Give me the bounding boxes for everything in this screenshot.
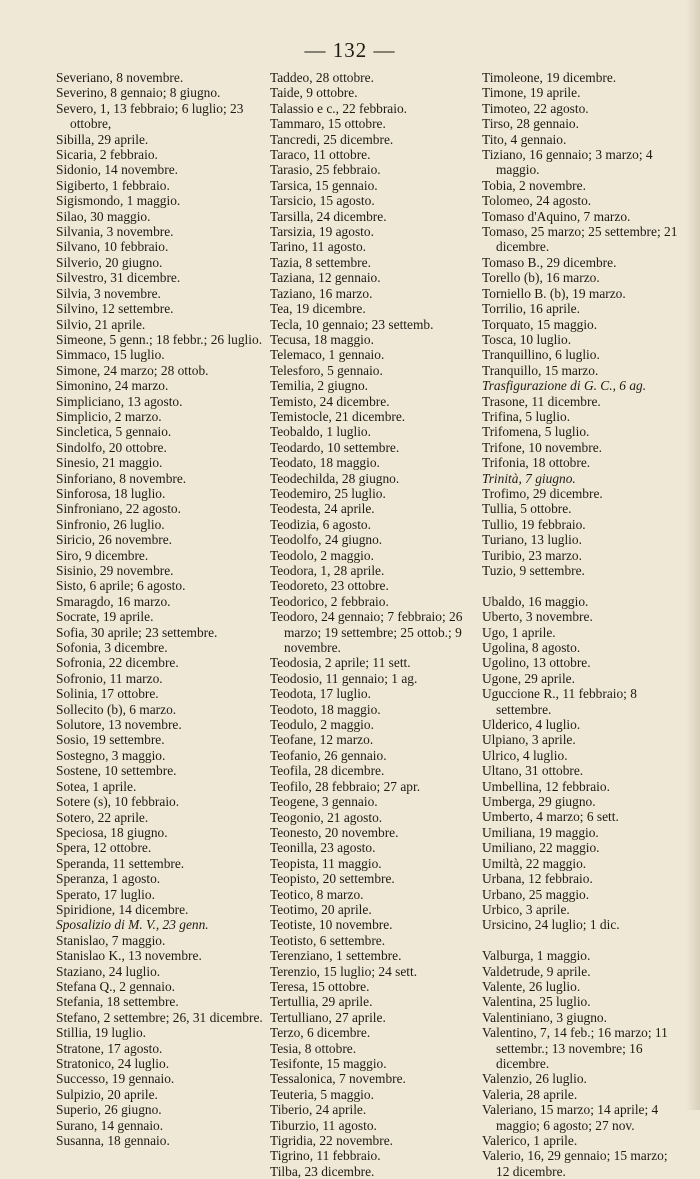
name-day-entry: Teotisto, 6 settembre. — [270, 932, 386, 948]
name-day-entry: Stanislao, 7 maggio. — [56, 932, 166, 948]
name-day-entry: Sibilla, 29 aprile. — [56, 131, 149, 147]
name-day-entry: Tarsilla, 24 dicembre. — [270, 208, 387, 224]
name-day-entry: Sulpizio, 20 aprile. — [56, 1086, 158, 1102]
section-gap — [482, 578, 682, 593]
name-day-entry: Timoleone, 19 dicembre. — [482, 70, 617, 85]
name-day-entry: Tarsica, 15 gennaio. — [270, 177, 378, 193]
name-day-entry: Umiltà, 22 maggio. — [482, 855, 587, 871]
name-day-entry: Temistocle, 21 dicembre. — [270, 408, 406, 424]
name-day-entry: Teodolo, 2 maggio. — [270, 547, 374, 563]
name-day-entry: Valeria, 28 aprile. — [482, 1086, 578, 1102]
name-day-entry: Valentino, 7, 14 feb.; 16 marzo; 11 settembr.; 13 novembre; 16 dicembre. — [482, 1025, 668, 1071]
name-day-entry: Temilia, 2 giugno. — [270, 378, 368, 394]
name-day-entry: Tarsizia, 19 agosto. — [270, 224, 374, 240]
name-day-entry: Teotimo, 20 aprile. — [270, 901, 372, 917]
name-day-entry: Severiano, 8 novembre. — [56, 70, 184, 85]
name-day-entry: Teonilla, 23 agosto. — [270, 840, 376, 856]
name-day-entry: Sotea, 1 aprile. — [56, 778, 137, 794]
name-day-entry: Sindolfo, 20 ottobre. — [56, 439, 167, 455]
name-day-entry: Ulrico, 4 luglio. — [482, 747, 568, 763]
name-day-entry: Umberga, 29 giugno. — [482, 794, 596, 810]
name-day-entry: Trasfigurazione di G. C., 6 ag. — [482, 378, 647, 394]
name-day-entry: Umberto, 4 marzo; 6 sett. — [482, 809, 619, 825]
name-day-entry: Tomaso B., 29 dicembre. — [482, 254, 617, 270]
name-day-entry: Stratone, 17 agosto. — [56, 1040, 163, 1056]
name-day-entry: Tullia, 5 ottobre. — [482, 501, 572, 517]
name-day-entry: Ursicino, 24 luglio; 1 dic. — [482, 917, 620, 933]
name-day-entry: Susanna, 18 gennaio. — [56, 1133, 170, 1149]
name-day-entry: Urbano, 25 maggio. — [482, 886, 590, 902]
name-day-entry: Stanislao K., 13 novembre. — [56, 948, 202, 964]
name-day-entry: Terzo, 6 dicembre. — [270, 1025, 371, 1041]
name-day-entry: Teodolfo, 24 giugno. — [270, 532, 383, 548]
name-day-entry: Valburga, 1 maggio. — [482, 948, 591, 964]
name-day-entry: Teotiste, 10 novembre. — [270, 917, 393, 933]
name-day-entry: Tuzio, 9 settembre. — [482, 563, 585, 578]
name-day-entry: Spera, 12 ottobre. — [56, 840, 152, 856]
name-day-entry: Tecla, 10 gennaio; 23 settemb. — [270, 316, 434, 332]
name-day-entry: Sinesio, 21 maggio. — [56, 455, 163, 471]
name-day-entry: Simonino, 24 marzo. — [56, 378, 169, 394]
name-day-entry: Tomaso d'Aquino, 7 marzo. — [482, 208, 631, 224]
name-day-entry: Tito, 4 gennaio. — [482, 131, 567, 147]
name-day-entry: Solinia, 17 ottobre. — [56, 686, 159, 702]
name-day-entry: Sofronio, 11 marzo. — [56, 670, 163, 686]
name-day-entry: Teodorico, 2 febbraio. — [270, 593, 389, 609]
name-day-entry: Torquato, 15 maggio. — [482, 316, 598, 332]
name-day-entry: Smaragdo, 16 marzo. — [56, 593, 171, 609]
name-day-entry: Sinforosa, 18 luglio. — [56, 485, 166, 501]
name-day-entry: Tertullia, 29 aprile. — [270, 994, 373, 1010]
name-day-entry: Torrilio, 16 aprile. — [482, 301, 580, 317]
name-day-entry: Teodoro, 24 gennaio; 7 febbraio; 26 marzo; 19 settembre; 25 ottob.; 9 novembre. — [270, 609, 463, 656]
name-day-entry: Teuteria, 5 maggio. — [270, 1086, 374, 1102]
name-day-entry: Stefana Q., 2 gennaio. — [56, 978, 175, 994]
name-day-entry: Valentiniano, 3 giugno. — [482, 1009, 607, 1025]
name-day-entry: Taziano, 16 marzo. — [270, 285, 373, 301]
name-day-entry: Ulderico, 4 luglio. — [482, 717, 581, 733]
name-day-entry: Teodora, 1, 28 aprile. — [270, 563, 385, 578]
name-day-entry: Temisto, 24 dicembre. — [270, 393, 390, 409]
name-day-entry: Umiliano, 22 maggio. — [482, 840, 600, 856]
name-day-entry: Sicaria, 2 febbraio. — [56, 147, 158, 163]
name-day-entry: Speranza, 1 agosto. — [56, 871, 161, 887]
name-day-entry: Sidonio, 14 novembre. — [56, 162, 178, 178]
name-day-entry: Valente, 26 luglio. — [482, 978, 581, 994]
name-day-entry: Tiziano, 16 gennaio; 3 marzo; 4 maggio. — [482, 147, 653, 178]
name-day-entry: Severino, 8 gennaio; 8 giugno. — [56, 85, 221, 101]
name-day-entry: Sinforiano, 8 novembre. — [56, 470, 187, 486]
name-day-entry: Ugo, 1 aprile. — [482, 624, 556, 640]
name-day-entry: Valerio, 16, 29 gennaio; 15 marzo; 12 dicembre. — [482, 1148, 668, 1179]
name-day-entry: Teodechilda, 28 giugno. — [270, 470, 400, 486]
name-day-entry: Silverio, 20 giugno. — [56, 254, 163, 270]
name-day-entry: Teodardo, 10 settembre. — [270, 439, 400, 455]
name-day-entry: Sotere (s), 10 febbraio. — [56, 794, 180, 810]
name-day-entry: Trasone, 11 dicembre. — [482, 393, 601, 409]
name-day-entry: Tigrino, 11 febbraio. — [270, 1148, 381, 1164]
name-day-entry: Stratonico, 24 luglio. — [56, 1056, 170, 1071]
name-day-entry: Trinità, 7 giugno. — [482, 470, 576, 486]
name-day-entry: Sofonia, 3 dicembre. — [56, 640, 168, 656]
name-day-entry: Teobaldo, 1 luglio. — [270, 424, 371, 440]
name-day-entry: Valdetrude, 9 aprile. — [482, 963, 591, 979]
name-day-entry: Teodulo, 2 maggio. — [270, 717, 374, 733]
name-day-entry: Sisto, 6 aprile; 6 agosto. — [56, 578, 186, 594]
name-day-entry: Silvano, 10 febbraio. — [56, 239, 169, 255]
name-day-entry: Teodota, 17 luglio. — [270, 686, 371, 702]
name-day-entry: Teodato, 18 maggio. — [270, 455, 380, 471]
name-day-entry: Tirso, 28 gennaio. — [482, 116, 579, 132]
name-day-entry: Talassio e c., 22 febbraio. — [270, 100, 408, 116]
name-day-entry: Teofane, 12 marzo. — [270, 732, 374, 748]
name-day-entry: Telemaco, 1 gennaio. — [270, 347, 385, 363]
name-day-entry: Tazia, 8 settembre. — [270, 254, 371, 270]
name-day-entry: Tobia, 2 novembre. — [482, 177, 586, 193]
name-day-entry: Ugolino, 13 ottobre. — [482, 655, 591, 671]
name-day-entry: Taddeo, 28 ottobre. — [270, 70, 374, 85]
name-day-entry: Tomaso, 25 marzo; 25 settembre; 21 dicembre. — [482, 224, 678, 255]
name-day-entry: Simone, 24 marzo; 28 ottob. — [56, 362, 209, 378]
name-day-entry: Ulpiano, 3 aprile. — [482, 732, 576, 748]
name-day-entry: Teopisto, 20 settembre. — [270, 871, 395, 887]
name-day-entry: Tilba, 23 dicembre. — [270, 1163, 375, 1179]
name-day-entry: Tessalonica, 7 novembre. — [270, 1071, 406, 1087]
name-day-entry: Ultano, 31 ottobre. — [482, 763, 584, 779]
name-day-entry: Spiridione, 14 dicembre. — [56, 901, 189, 917]
name-day-entry: Turiano, 13 luglio. — [482, 532, 582, 548]
name-day-entry: Tarino, 11 agosto. — [270, 239, 367, 255]
name-day-entry: Tiburzio, 11 agosto. — [270, 1117, 377, 1133]
name-day-entry: Valeriano, 15 marzo; 14 aprile; 4 maggio; 6 agosto; 27 nov. — [482, 1102, 659, 1133]
name-day-entry: Teresa, 15 ottobre. — [270, 978, 370, 994]
column-1 — [56, 70, 264, 1148]
name-day-entry: Solutore, 13 novembre. — [56, 717, 182, 733]
name-day-entry: Torniello B. (b), 19 marzo. — [482, 285, 626, 301]
column-3 — [482, 70, 682, 1179]
name-day-entry: Siricio, 26 novembre. — [56, 532, 173, 548]
name-day-entry: Uguccione R., 11 febbraio; 8 settembre. — [482, 686, 637, 717]
name-day-entry: Teotico, 8 marzo. — [270, 886, 364, 902]
name-day-entry: Stefano, 2 settembre; 26, 31 dicembre. — [56, 1009, 263, 1025]
name-day-entry: Sostegno, 3 maggio. — [56, 747, 166, 763]
name-day-entry: Trofimo, 29 dicembre. — [482, 485, 603, 501]
name-day-entry: Sposalizio di M. V., 23 genn. — [56, 917, 209, 933]
name-day-entry: Urbana, 12 febbraio. — [482, 871, 593, 887]
name-day-entry: Severo, 1, 13 febbraio; 6 luglio; 23 ottobre, — [56, 100, 244, 132]
name-day-entry: Staziano, 24 luglio. — [56, 963, 161, 979]
name-day-entry: Siro, 9 dicembre. — [56, 547, 149, 563]
name-day-entry: Sostene, 10 settembre. — [56, 763, 177, 779]
name-day-entry: Trifina, 5 luglio. — [482, 408, 571, 424]
name-day-entry: Terenzio, 15 luglio; 24 sett. — [270, 963, 418, 979]
name-day-entry: Sollecito (b), 6 marzo. — [56, 701, 177, 717]
name-day-entry: Torello (b), 16 marzo. — [482, 270, 600, 286]
name-day-entry: Simplicio, 2 marzo. — [56, 408, 162, 424]
name-day-entry: Urbico, 3 aprile. — [482, 901, 570, 917]
name-day-entry: Tertulliano, 27 aprile. — [270, 1009, 386, 1025]
name-day-entry: Tarasio, 25 febbraio. — [270, 162, 381, 178]
name-day-entry: Superio, 26 giugno. — [56, 1102, 162, 1118]
name-day-entry: Surano, 14 gennaio. — [56, 1117, 164, 1133]
name-day-entry: Sigismondo, 1 maggio. — [56, 193, 181, 209]
name-day-entry: Tancredi, 25 dicembre. — [270, 131, 394, 147]
page-number: — 132 — — [304, 38, 396, 62]
name-day-entry: Sigiberto, 1 febbraio. — [56, 177, 170, 193]
name-day-entry: Simmaco, 15 luglio. — [56, 347, 165, 363]
name-day-entry: Terenziano, 1 settembre. — [270, 948, 402, 964]
name-day-entry: Sofronia, 22 dicembre. — [56, 655, 179, 671]
name-day-entry: Socrate, 19 aprile. — [56, 609, 154, 625]
name-day-entry: Tiberio, 24 aprile. — [270, 1102, 367, 1118]
name-day-entry: Teodemiro, 25 luglio. — [270, 485, 386, 501]
name-day-entry: Trifonia, 18 ottobre. — [482, 455, 591, 471]
name-day-entry: Turibio, 23 marzo. — [482, 547, 582, 563]
name-day-entry: Tigridia, 22 novembre. — [270, 1133, 393, 1149]
name-day-entry: Teodizia, 6 agosto. — [270, 516, 371, 532]
name-day-entry: Successo, 19 gennaio. — [56, 1071, 175, 1087]
name-day-entry: Stillia, 19 luglio. — [56, 1025, 147, 1041]
name-day-entry: Teodesta, 24 aprile. — [270, 501, 375, 517]
name-day-entry: Taide, 9 ottobre. — [270, 85, 358, 101]
name-day-entry: Sinfroniano, 22 agosto. — [56, 501, 181, 517]
name-day-entry: Tullio, 19 febbraio. — [482, 516, 586, 532]
name-day-entry: Teonesto, 20 novembre. — [270, 824, 399, 840]
name-day-entry: Taziana, 12 gennaio. — [270, 270, 381, 286]
name-day-entry: Silvia, 3 novembre. — [56, 285, 161, 301]
name-day-entry: Tranquillo, 15 marzo. — [482, 362, 599, 378]
name-day-entry: Trifomena, 5 luglio. — [482, 424, 590, 440]
name-day-entry: Teogonio, 21 agosto. — [270, 809, 383, 825]
name-day-entry: Simpliciano, 13 agosto. — [56, 393, 183, 409]
name-day-entry: Telesforo, 5 gennaio. — [270, 362, 383, 378]
name-day-entry: Simeone, 5 genn.; 18 febbr.; 26 luglio. — [56, 331, 263, 347]
name-day-entry: Ugolina, 8 agosto. — [482, 640, 581, 656]
name-day-entry: Tolomeo, 24 agosto. — [482, 193, 592, 209]
name-day-entry: Tesia, 8 ottobre. — [270, 1040, 357, 1056]
name-day-entry: Teodosio, 11 gennaio; 1 ag. — [270, 670, 418, 686]
name-day-entry: Tranquillino, 6 luglio. — [482, 347, 600, 363]
name-day-entry: Valerico, 1 aprile. — [482, 1133, 578, 1148]
name-day-entry: Tecusa, 18 maggio. — [270, 331, 374, 347]
name-day-entry: Sinfronio, 26 luglio. — [56, 516, 165, 532]
name-day-entry: Tarsicio, 15 agosto. — [270, 193, 375, 209]
name-day-entry: Silao, 30 maggio. — [56, 208, 151, 224]
name-day-entry: Trifone, 10 novembre. — [482, 439, 603, 455]
page-edge-shadow — [686, 0, 700, 1110]
name-day-entry: Sosio, 19 settembre. — [56, 732, 165, 748]
name-day-entry: Teodoto, 18 maggio. — [270, 701, 381, 717]
name-day-entry: Silvestro, 31 dicembre. — [56, 270, 181, 286]
name-day-entry: Tesifonte, 15 maggio. — [270, 1056, 387, 1071]
name-day-entry: Uberto, 3 novembre. — [482, 609, 593, 625]
name-day-entry: Sperato, 17 luglio. — [56, 886, 155, 902]
name-day-entry: Sincletica, 5 gennaio. — [56, 424, 172, 440]
name-day-entry: Sotero, 22 aprile. — [56, 809, 149, 825]
name-day-entry: Ubaldo, 16 maggio. — [482, 593, 589, 609]
name-day-entry: Tosca, 10 luglio. — [482, 331, 572, 347]
name-day-entry: Teogene, 3 gennaio. — [270, 794, 378, 810]
name-day-entry: Teodoreto, 23 ottobre. — [270, 578, 389, 594]
name-day-entry: Tea, 19 dicembre. — [270, 301, 366, 317]
name-day-entry: Silvio, 21 aprile. — [56, 316, 146, 332]
name-day-entry: Silvania, 3 novembre. — [56, 224, 174, 240]
name-day-entry: Teofilo, 28 febbraio; 27 apr. — [270, 778, 421, 794]
name-day-entry: Timoteo, 22 agosto. — [482, 100, 589, 116]
name-day-entry: Sisinio, 29 novembre. — [56, 563, 174, 578]
name-day-entry: Speranda, 11 settembre. — [56, 855, 185, 871]
name-day-entry: Teodosia, 2 aprile; 11 sett. — [270, 655, 411, 671]
name-day-entry: Teopista, 11 maggio. — [270, 855, 382, 871]
name-day-entry: Timone, 19 aprile. — [482, 85, 581, 101]
name-day-entry: Teofila, 28 dicembre. — [270, 763, 385, 779]
name-day-entry: Stefania, 18 settembre. — [56, 994, 179, 1010]
name-day-entry: Tammaro, 15 ottobre. — [270, 116, 386, 132]
name-day-entry: Taraco, 11 ottobre. — [270, 147, 371, 163]
name-day-entry: Silvino, 12 settembre. — [56, 301, 174, 317]
name-day-entry: Valenzio, 26 luglio. — [482, 1071, 587, 1087]
column-2 — [270, 70, 475, 1179]
name-day-entry: Sofia, 30 aprile; 23 settembre. — [56, 624, 218, 640]
name-day-entry: Ugone, 29 aprile. — [482, 670, 575, 686]
name-day-entry: Umbellina, 12 febbraio. — [482, 778, 610, 794]
name-day-entry: Umiliana, 19 maggio. — [482, 824, 599, 840]
section-gap — [482, 933, 682, 948]
name-day-entry: Teofanio, 26 gennaio. — [270, 747, 387, 763]
name-day-entry: Valentina, 25 luglio. — [482, 994, 591, 1010]
name-day-entry: Speciosa, 18 giugno. — [56, 824, 168, 840]
